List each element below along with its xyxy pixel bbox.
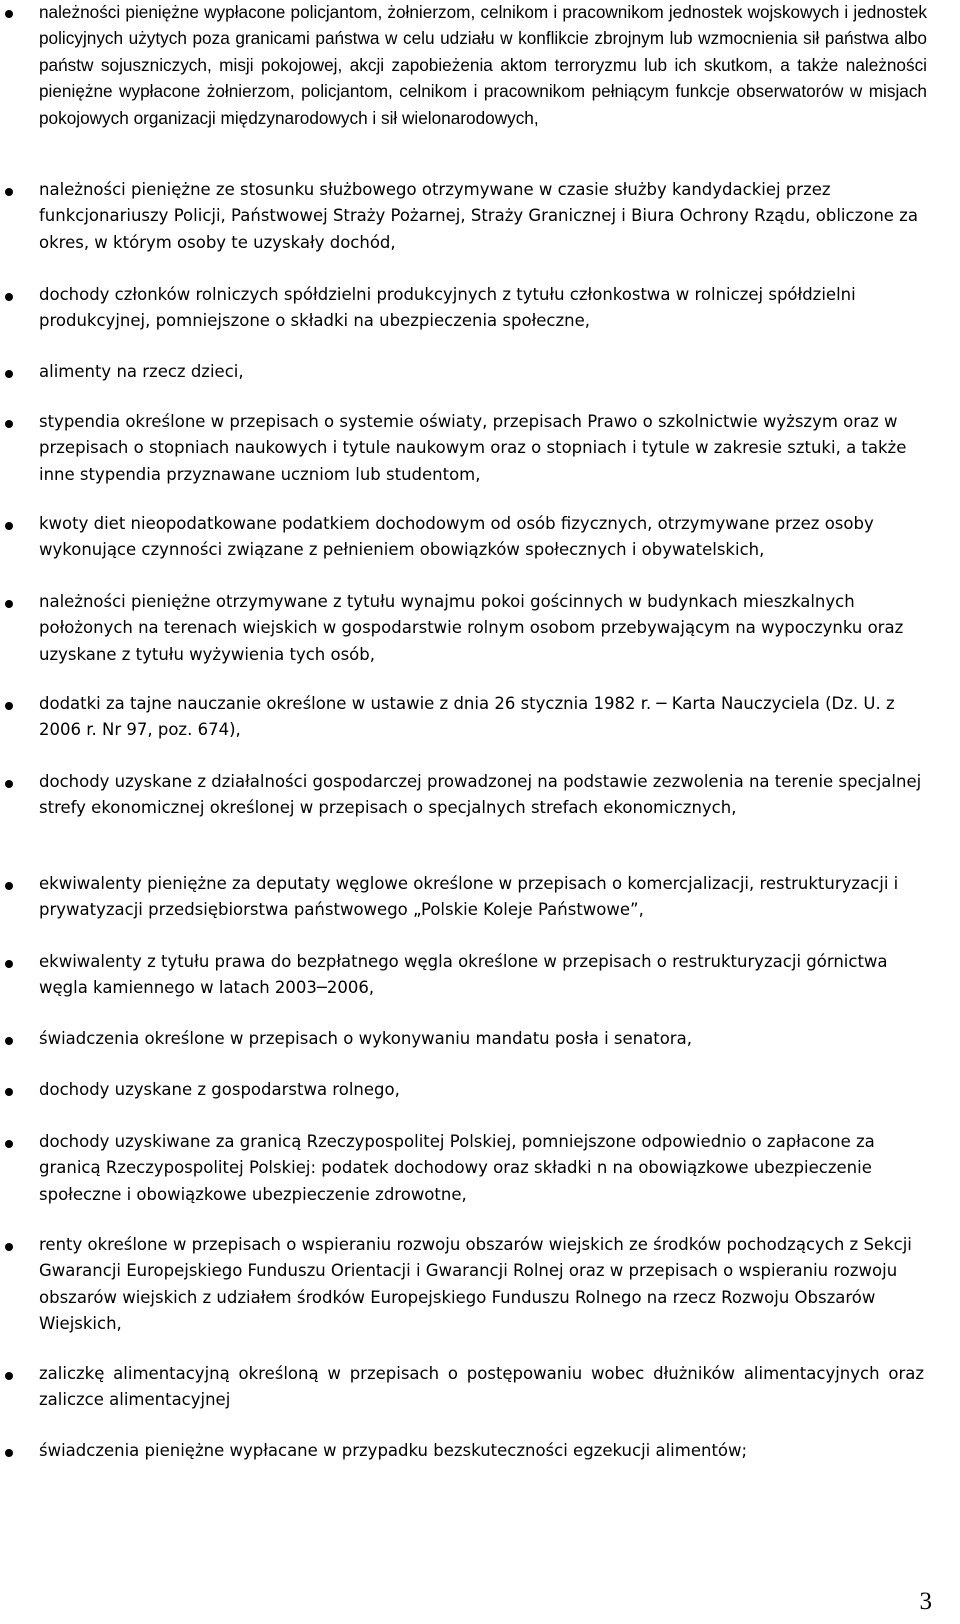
list-item-text: dochody uzyskane z działalności gospodarczej prowadzonej na podstawie zezwolenia na terenie specjalnej strefy ekonomicznej określonej w przepisach o specjalnych strefach ekonomicznych, — [39, 772, 922, 818]
bullet-icon — [5, 702, 13, 710]
bullet-icon — [5, 188, 13, 196]
bullet-icon — [5, 420, 13, 428]
list-item-text: należności pieniężne wypłacone policjantom, żołnierzom, celnikom i pracownikom jednostek wojskowych i jednostek policyjnych użytych poza granicami państwa w celu udziału w konflikcie zbrojnym lub wzmocnienia sił państwa albo państw sojuszniczych, misji pokojowej, akcji zapobieżenia aktom terroryzmu lub ich skutkom, a także należności pieniężne wypłacone żołnierzom, policjantom, celnikom i pracownikom pełniącym funkcje obserwatorów w misjach pokojowych organizacji międzynarodowych i sił wielonarodowych, — [39, 2, 927, 128]
list-item-text: ekwiwalenty z tytułu prawa do bezpłatnego węgla określone w przepisach o restrukturyzacji górnictwa węgla kamiennego w latach 2003─2006, — [39, 952, 888, 998]
bullet-icon — [5, 600, 13, 608]
list-item-text: dochody uzyskiwane za granicą Rzeczypospolitej Polskiej, pomniejszone odpowiednio o zapłacone za granicą Rzeczypospolitej Polskiej: podatek dochodowy oraz składki n na obowiązkowe ubezpieczenie społeczne i obowiązkowe ubezpieczenie zdrowotne, — [39, 1132, 875, 1204]
page-number: 3 — [919, 1588, 932, 1615]
list-item-text: alimenty na rzecz dzieci, — [39, 362, 244, 381]
list-item-text: zaliczkę alimentacyjną określoną w przepisach o postępowaniu wobec dłużników alimentacyjnych oraz zaliczce alimentacyjnej — [39, 1364, 924, 1410]
bullet-icon — [5, 1243, 13, 1251]
list-item-text: dochody uzyskane z gospodarstwa rolnego, — [39, 1080, 400, 1099]
list-item-text: dochody członków rolniczych spółdzielni produkcyjnych z tytułu członkostwa w rolniczej spółdzielni produkcyjnej, pomniejszone o składki na ubezpieczenia społeczne, — [39, 285, 856, 331]
list-item-text: kwoty diet nieopodatkowane podatkiem dochodowym od osób fizycznych, otrzymywane przez osoby wykonujące czynności związane z pełnieniem obowiązków społecznych i obywatelskich, — [39, 514, 874, 560]
list-item-text: świadczenia określone w przepisach o wykonywaniu mandatu posła i senatora, — [39, 1029, 692, 1048]
bullet-icon — [5, 1372, 13, 1380]
bullet-icon — [5, 370, 13, 378]
bullet-icon — [5, 882, 13, 890]
list-item-text: świadczenia pieniężne wypłacane w przypadku bezskuteczności egzekucji alimentów; — [39, 1441, 748, 1460]
bullet-icon — [5, 293, 13, 301]
list-item-text: stypendia określone w przepisach o systemie oświaty, przepisach Prawo o szkolnictwie wyższym oraz w przepisach o stopniach naukowych i tytule naukowym oraz o stopniach i tytule w zakresie sztuki, a także inne stypendia przyznawane uczniom lub studentom, — [39, 412, 907, 484]
list-item-text: należności pieniężne otrzymywane z tytułu wynajmu pokoi gościnnych w budynkach mieszkalnych położonych na terenach wiejskich w gospodarstwie rolnym osobom przebywającym na wypoczynku oraz uzyskane z tytułu wyżywienia tych osób, — [39, 592, 904, 664]
bullet-icon — [5, 522, 13, 530]
bullet-icon — [5, 1449, 13, 1457]
list-item-text: renty określone w przepisach o wspieraniu rozwoju obszarów wiejskich ze środków pochodzących z Sekcji Gwarancji Europejskiego Funduszu Orientacji i Gwarancji Rolnej oraz w przepisach o wspieraniu rozwoju obszarów wiejskich z udziałem środków Europejskiego Funduszu Rolnego na rzecz Rozwoju Obszarów Wiejskich, — [39, 1235, 912, 1334]
bullet-icon — [5, 1037, 13, 1045]
bullet-icon — [5, 780, 13, 788]
bullet-icon — [5, 10, 13, 18]
list-item-text: dodatki za tajne nauczanie określone w ustawie z dnia 26 stycznia 1982 r. ─ Karta Nauczyciela (Dz. U. z 2006 r. Nr 97, poz. 674), — [39, 694, 895, 740]
bullet-icon — [5, 1088, 13, 1096]
bullet-icon — [5, 960, 13, 968]
list-item-text: ekwiwalenty pieniężne za deputaty węglowe określone w przepisach o komercjalizacji, restrukturyzacji i prywatyzacji przedsiębiorstwa państwowego „Polskie Koleje Państwowe”, — [39, 874, 899, 920]
list-item-text: należności pieniężne ze stosunku służbowego otrzymywane w czasie służby kandydackiej przez funkcjonariuszy Policji, Państwowej Straży Pożarnej, Straży Granicznej i Biura Ochrony Rządu, obliczone za okres, w którym osoby te uzyskały dochód, — [39, 180, 918, 252]
bullet-icon — [5, 1140, 13, 1148]
